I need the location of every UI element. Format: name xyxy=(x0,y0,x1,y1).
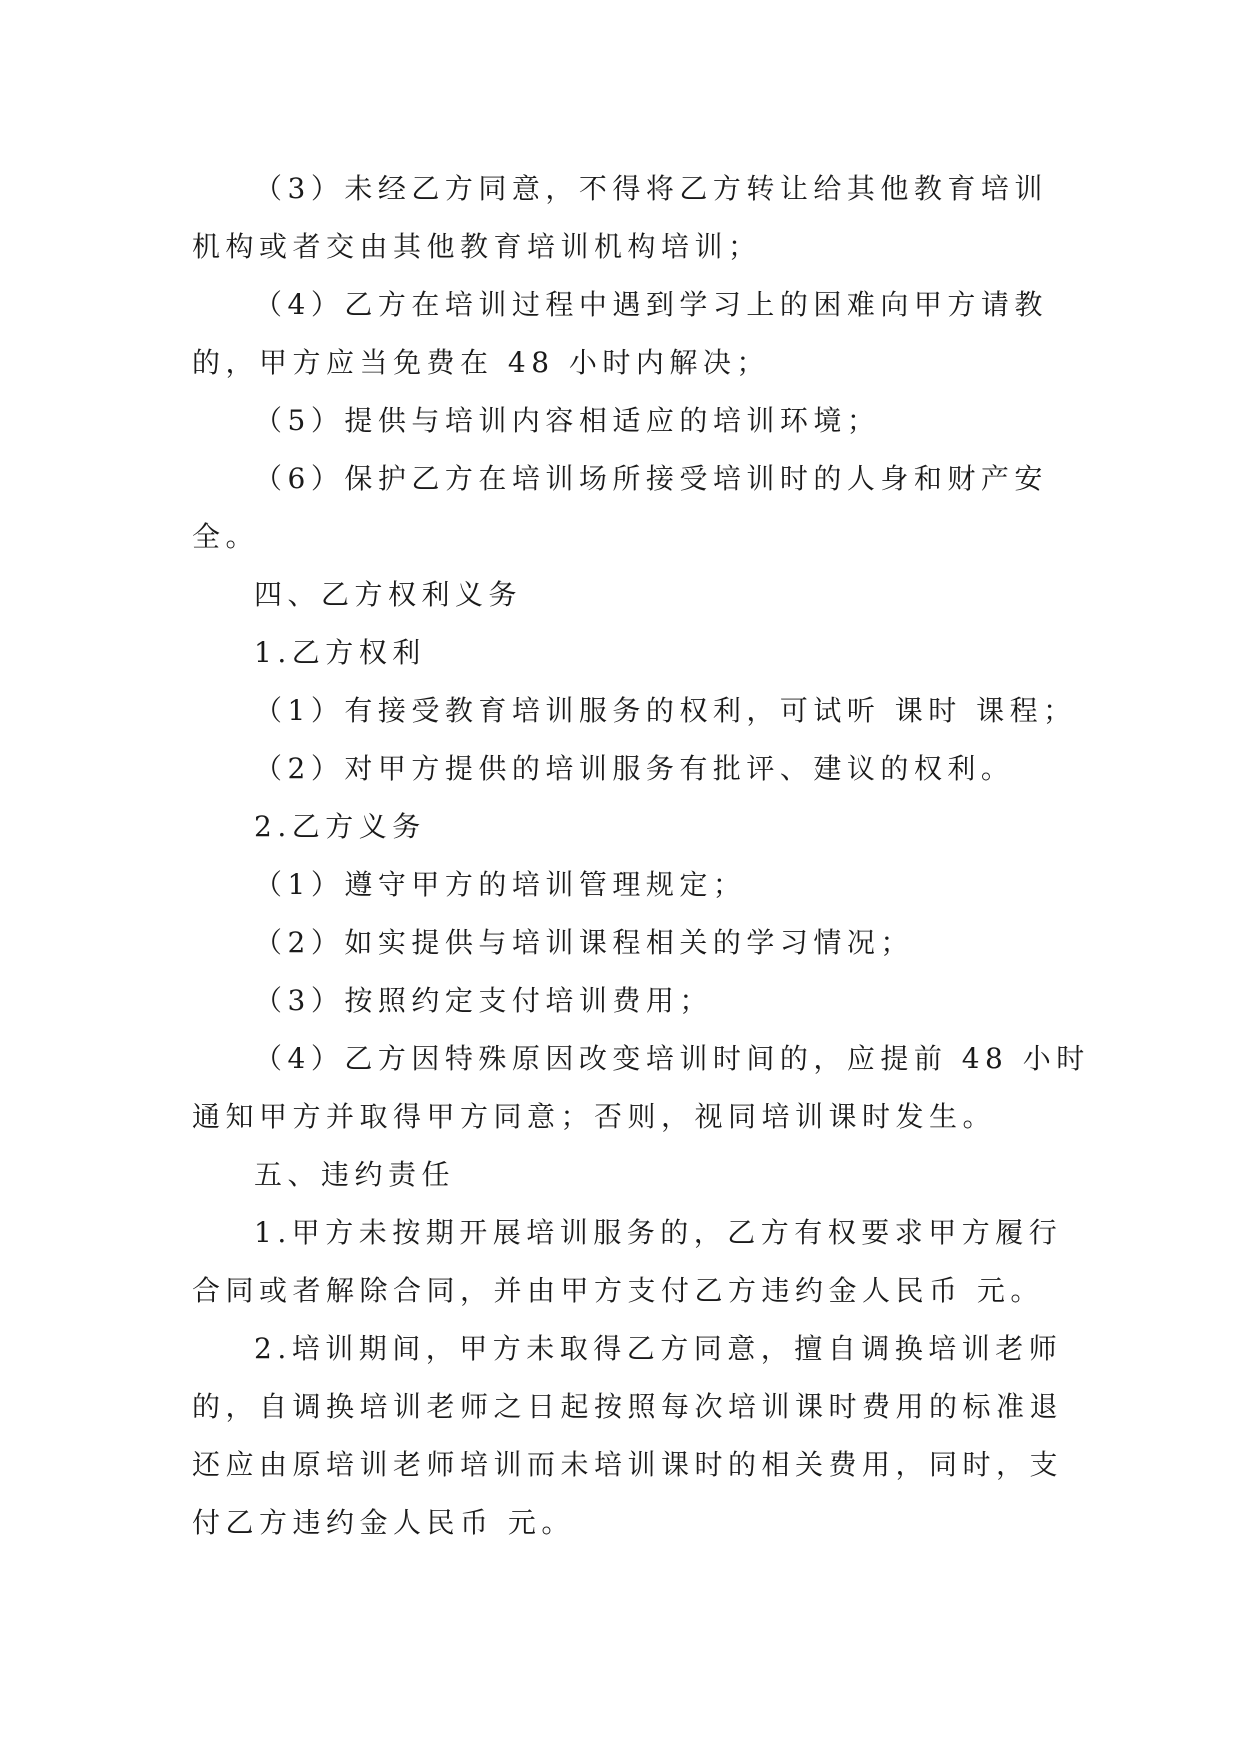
clause-b-duty-3: （3）按照约定支付培训费用； xyxy=(254,984,713,1017)
clause-b-duty-4-line-2: 通知甲方并取得甲方同意；否则，视同培训课时发生。 xyxy=(192,1100,997,1133)
clause-a3-line-1: （3）未经乙方同意，不得将乙方转让给其他教育培训 xyxy=(254,172,1048,205)
section-heading-five: 五、违约责任 xyxy=(254,1158,456,1191)
clause-b-right-2: （2）对甲方提供的培训服务有批评、建议的权利。 xyxy=(254,752,1015,785)
document-body xyxy=(192,160,1090,1552)
clause-b-duty-4-line-1: （4）乙方因特殊原因改变培训时间的，应提前 48 小时 xyxy=(254,1042,1090,1075)
liability-1-line-1: 1.甲方未按期开展培训服务的，乙方有权要求甲方履行 xyxy=(254,1216,1063,1249)
clause-a6-line-2: 全。 xyxy=(192,520,260,553)
liability-2-line-2: 的，自调换培训老师之日起按照每次培训课时费用的标准退 xyxy=(192,1390,1064,1423)
clause-a3-line-2: 机构或者交由其他教育培训机构培训； xyxy=(192,230,762,263)
clause-a5: （5）提供与培训内容相适应的培训环境； xyxy=(254,404,881,437)
clause-b-right-1: （1）有接受教育培训服务的权利，可试听 课时 课程； xyxy=(254,694,1077,727)
liability-2-line-3: 还应由原培训老师培训而未培训课时的相关费用，同时，支 xyxy=(192,1448,1064,1481)
clause-a6-line-1: （6）保护乙方在培训场所接受培训时的人身和财产安 xyxy=(254,462,1048,495)
clause-b-duty-2: （2）如实提供与培训课程相关的学习情况； xyxy=(254,926,914,959)
section-heading-four: 四、乙方权利义务 xyxy=(254,578,523,611)
liability-2-line-4: 付乙方违约金人民币 元。 xyxy=(192,1506,575,1539)
clause-b-duty-1: （1）遵守甲方的培训管理规定； xyxy=(254,868,747,901)
clause-a4-line-1: （4）乙方在培训过程中遇到学习上的困难向甲方请教 xyxy=(254,288,1048,321)
liability-2-line-1: 2.培训期间，甲方未取得乙方同意，擅自调换培训老师 xyxy=(254,1332,1063,1365)
liability-1-line-2: 合同或者解除合同，并由甲方支付乙方违约金人民币 元。 xyxy=(192,1274,1044,1307)
subheading-party-b-rights: 1.乙方权利 xyxy=(254,636,426,669)
subheading-party-b-obligations: 2.乙方义务 xyxy=(254,810,426,843)
clause-a4-line-2: 的，甲方应当免费在 48 小时内解决； xyxy=(192,346,770,379)
